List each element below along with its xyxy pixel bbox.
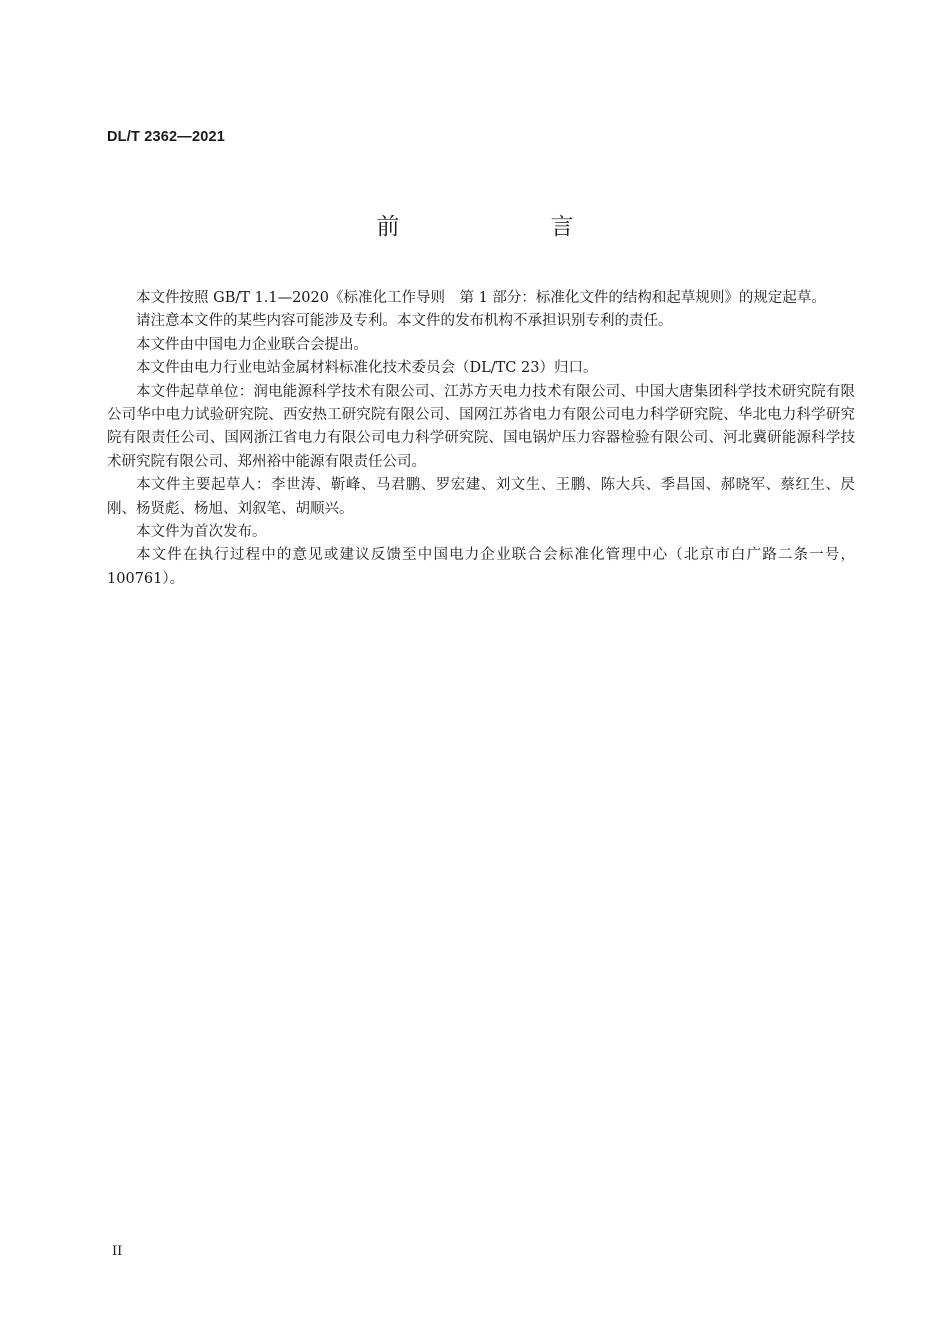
paragraph-first-release: 本文件为首次发布。 — [136, 524, 267, 541]
paragraph-patent-notice: 请注意本文件的某些内容可能涉及专利。本文件的发布机构不承担识别专利的责任。 — [136, 313, 673, 330]
paragraph-drafting-units: 本文件起草单位：润电能源科学技术有限公司、江苏方天电力技术有限公司、中国大唐集团科学技术研究院有限公司华中电力试验研究院、西安热工研究院有限公司、国网江苏省电力有限公司电力科学研究院、华北电力科学研究院有限责任公司、国网浙江省电力有限公司电力科学研究院、国电锅炉压力容器检验有限公司、河北冀研能源科学技术研究院有限公司、郑州裕中能源有限责任公司。 — [107, 383, 855, 470]
document-code: DL/T 2362—2021 — [107, 129, 226, 145]
paragraph-feedback: 本文件在执行过程中的意见或建议反馈至中国电力企业联合会标准化管理中心（北京市白广路二条一号，100761）。 — [107, 547, 855, 587]
paragraph-centralized-management: 本文件由电力行业电站金属材料标准化技术委员会（DL/TC 23）归口。 — [136, 360, 598, 377]
paragraph-proposer: 本文件由中国电力企业联合会提出。 — [136, 336, 368, 353]
page-title: 前 言 — [376, 214, 638, 240]
page-number: II — [112, 1244, 123, 1259]
paragraph-drafters: 本文件主要起草人：李世涛、靳峰、马君鹏、罗宏建、刘文生、王鹏、陈大兵、季昌国、郝晓军、蔡红生、昃刚、杨贤彪、杨旭、刘叙笔、胡顺兴。 — [107, 477, 855, 517]
foreword-body — [107, 287, 855, 591]
paragraph-drafting-rules: 本文件按照 GB/T 1.1—2020《标准化工作导则 第 1 部分：标准化文件的结构和起草规则》的规定起草。 — [136, 290, 826, 306]
